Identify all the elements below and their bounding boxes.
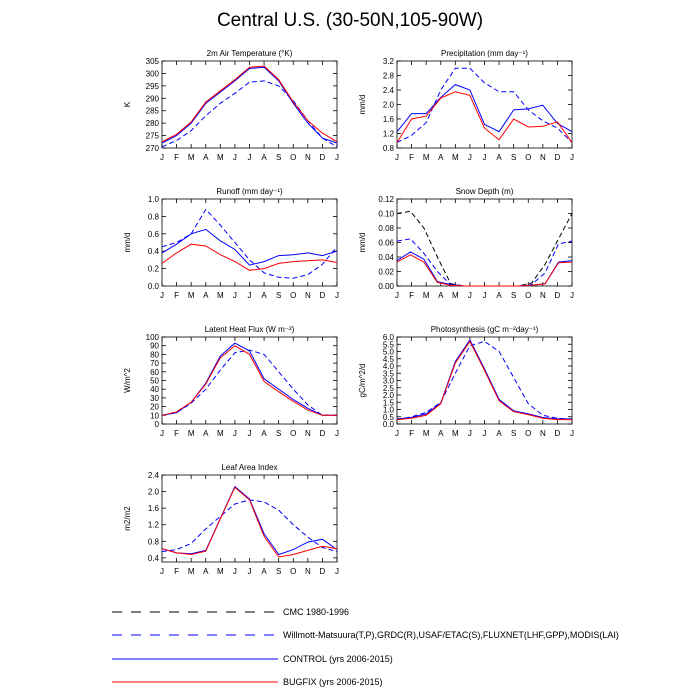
panel-title: Precipitation (mm day⁻¹) (441, 49, 528, 58)
x-tick-label: F (174, 429, 180, 438)
x-tick-label: M (187, 567, 195, 576)
x-tick-label: J (232, 567, 237, 576)
x-tick-label: F (409, 153, 415, 162)
x-tick-label: D (554, 153, 561, 162)
y-tick-label: 305 (145, 57, 159, 66)
x-tick-label: J (247, 153, 252, 162)
x-tick-label: J (467, 153, 472, 162)
x-tick-label: J (335, 567, 339, 576)
x-tick-label: O (525, 429, 532, 438)
x-tick-label: N (304, 291, 311, 300)
series-line-bugfix (162, 66, 337, 142)
legend-label-cmc: CMC 1980-1996 (283, 607, 350, 617)
x-tick-label: F (174, 291, 180, 300)
x-tick-label: J (247, 291, 252, 300)
panel-title: Snow Depth (m) (455, 187, 514, 196)
y-tick-label: 1.2 (147, 520, 159, 530)
x-tick-label: J (482, 291, 487, 300)
chart-panel-6 (358, 325, 574, 438)
y-tick-label: 0.0 (382, 420, 394, 429)
series-line-bugfix (397, 341, 572, 419)
y-axis-label: W/m^2 (123, 368, 132, 393)
y-tick-label: 50 (150, 376, 159, 386)
y-tick-label: 4.0 (382, 362, 394, 371)
x-tick-label: J (570, 429, 574, 438)
x-tick-label: A (438, 291, 444, 300)
y-tick-label: 1.6 (147, 504, 159, 514)
x-tick-label: A (203, 291, 209, 300)
chart-panel-1 (123, 49, 339, 162)
y-tick-label: 80 (150, 350, 159, 360)
x-tick-label: M (216, 153, 224, 162)
series-line-control (162, 67, 337, 143)
y-tick-label: 2.4 (382, 86, 394, 95)
x-tick-label: J (247, 429, 252, 438)
y-tick-label: 2.5 (382, 383, 394, 393)
y-tick-label: 0 (154, 420, 159, 429)
x-tick-label: J (482, 153, 487, 162)
y-tick-label: 5.5 (382, 340, 394, 350)
y-tick-label: 2.8 (382, 71, 394, 81)
x-tick-label: J (160, 429, 164, 438)
x-tick-label: O (525, 153, 532, 162)
y-tick-label: 1.0 (382, 405, 394, 415)
x-tick-label: O (290, 153, 297, 162)
x-tick-label: M (216, 429, 224, 438)
x-tick-label: N (304, 567, 311, 576)
x-tick-label: D (319, 429, 326, 438)
x-tick-label: F (409, 291, 415, 300)
x-tick-label: J (160, 567, 164, 576)
x-tick-label: A (261, 429, 267, 438)
chart-panel-2 (358, 49, 574, 162)
plot-frame (397, 199, 572, 286)
x-tick-label: J (335, 153, 339, 162)
legend-label-obs: Willmott-Matsuura(T,P),GRDC(R),USAF/ETAC(S),FLUXNET(LHF,GPP),MODIS(LAI) (283, 630, 619, 640)
y-tick-label: 0.8 (147, 537, 159, 547)
x-tick-label: S (275, 291, 282, 300)
y-tick-label: 5.0 (382, 347, 394, 357)
x-tick-label: A (438, 153, 444, 162)
series-line-bugfix (162, 244, 337, 270)
y-tick-label: 2.0 (147, 487, 159, 497)
x-tick-label: A (496, 291, 502, 300)
y-tick-label: 1.0 (147, 195, 159, 204)
y-tick-label: 270 (145, 144, 159, 153)
x-tick-label: S (510, 291, 517, 300)
y-tick-label: 4.5 (382, 354, 394, 364)
x-tick-label: J (247, 567, 252, 576)
x-tick-label: M (216, 291, 224, 300)
x-tick-label: J (160, 291, 164, 300)
y-tick-label: 280 (145, 119, 159, 129)
x-tick-label: M (187, 153, 195, 162)
x-tick-label: O (290, 567, 297, 576)
y-tick-label: 3.5 (382, 369, 394, 379)
y-tick-label: 2.0 (382, 100, 394, 110)
x-tick-label: O (525, 291, 532, 300)
series-line-bugfix (162, 487, 337, 557)
chart-panel-5 (123, 325, 339, 438)
panel-title: Leaf Area Index (221, 463, 278, 472)
x-tick-label: D (554, 291, 561, 300)
y-tick-label: 0.06 (378, 238, 394, 248)
x-tick-label: N (539, 291, 546, 300)
x-tick-label: S (275, 567, 282, 576)
series-line-control (397, 252, 572, 286)
x-tick-label: J (395, 153, 399, 162)
x-tick-label: A (261, 567, 267, 576)
y-tick-label: 0.10 (378, 209, 394, 219)
x-tick-label: N (304, 153, 311, 162)
y-tick-label: 0.5 (382, 412, 394, 422)
y-tick-label: 10 (150, 411, 159, 421)
y-tick-label: 300 (145, 69, 159, 79)
y-tick-label: 20 (150, 402, 159, 412)
x-tick-label: J (570, 291, 574, 300)
x-tick-label: N (539, 429, 546, 438)
series-line-obs (397, 68, 572, 142)
x-tick-label: D (554, 429, 561, 438)
x-tick-label: J (395, 429, 399, 438)
x-tick-label: M (451, 429, 459, 438)
x-tick-label: J (232, 291, 237, 300)
y-tick-label: 40 (150, 385, 159, 395)
y-tick-label: 295 (145, 81, 159, 91)
x-tick-label: F (174, 153, 180, 162)
panel-title: Runoff (mm day⁻¹) (216, 187, 283, 196)
y-tick-label: 70 (150, 359, 159, 369)
x-tick-label: M (422, 153, 430, 162)
x-tick-label: J (335, 429, 339, 438)
x-tick-label: A (438, 429, 444, 438)
y-tick-label: 100 (145, 333, 159, 342)
series-line-control (162, 229, 337, 265)
y-tick-label: 1.6 (382, 115, 394, 124)
y-axis-label: gC/m^2/d (358, 363, 367, 398)
y-tick-label: 0.4 (147, 553, 159, 563)
y-tick-label: 2.0 (382, 391, 394, 400)
y-tick-label: 275 (145, 131, 159, 141)
plot-frame (162, 475, 337, 562)
x-tick-label: M (451, 153, 459, 162)
series-line-bugfix (397, 92, 572, 143)
x-tick-label: J (395, 291, 399, 300)
x-tick-label: N (304, 429, 311, 438)
legend-label-bugfix: BUGFIX (yrs 2006-2015) (283, 677, 383, 687)
x-tick-label: J (232, 153, 237, 162)
x-tick-label: S (275, 429, 282, 438)
x-tick-label: O (290, 429, 297, 438)
x-tick-label: A (261, 291, 267, 300)
y-tick-label: 0.04 (378, 253, 394, 262)
y-tick-label: 0.12 (378, 195, 394, 204)
series-line-obs (162, 350, 337, 415)
y-axis-label: mm/d (358, 94, 367, 115)
y-tick-label: 0.00 (378, 282, 394, 291)
x-tick-label: D (319, 291, 326, 300)
y-tick-label: 0.4 (147, 247, 159, 257)
x-tick-label: J (482, 429, 487, 438)
y-tick-label: 285 (145, 106, 159, 116)
y-tick-label: 0.08 (378, 224, 394, 233)
x-tick-label: M (451, 291, 459, 300)
x-tick-label: M (187, 429, 195, 438)
series-line-cmc (397, 211, 572, 286)
series-line-control (397, 340, 572, 419)
y-tick-label: 2.4 (147, 471, 159, 480)
x-tick-label: S (275, 153, 282, 162)
y-tick-label: 1.2 (382, 129, 394, 139)
panel-title: 2m Air Temperature (°K) (206, 49, 293, 58)
panel-title: Photosynthesis (gC m⁻²day⁻¹) (430, 325, 539, 334)
x-tick-label: S (510, 429, 517, 438)
x-tick-label: A (203, 567, 209, 576)
x-tick-label: J (467, 429, 472, 438)
x-tick-label: S (510, 153, 517, 162)
x-tick-label: J (160, 153, 164, 162)
y-tick-label: 290 (145, 94, 159, 104)
x-tick-label: M (216, 567, 224, 576)
series-line-obs (397, 341, 572, 419)
y-tick-label: 0.0 (147, 282, 159, 291)
y-tick-label: 60 (150, 367, 159, 377)
series-line-obs (162, 500, 337, 552)
x-tick-label: J (467, 291, 472, 300)
y-tick-label: 0.8 (382, 144, 394, 153)
figure-title: Central U.S. (30-50N,105-90W) (216, 10, 484, 31)
plot-frame (162, 61, 337, 148)
y-axis-label: mm/d (123, 232, 132, 253)
legend (112, 607, 619, 687)
y-tick-label: 0.8 (147, 212, 159, 222)
x-tick-label: N (539, 153, 546, 162)
x-tick-label: D (319, 153, 326, 162)
y-tick-label: 1.5 (382, 398, 394, 408)
plot-frame (397, 337, 572, 424)
x-tick-label: A (496, 429, 502, 438)
x-tick-label: O (290, 291, 297, 300)
x-tick-label: F (409, 429, 415, 438)
x-tick-label: F (174, 567, 180, 576)
y-axis-label: mm/d (358, 232, 367, 253)
y-tick-label: 6.0 (382, 333, 394, 342)
x-tick-label: J (570, 153, 574, 162)
x-tick-label: M (422, 429, 430, 438)
y-tick-label: 0.2 (147, 264, 159, 274)
chart-panel-4 (358, 187, 574, 300)
legend-label-control: CONTROL (yrs 2006-2015) (283, 654, 393, 664)
y-tick-label: 30 (150, 393, 159, 403)
x-tick-label: J (335, 291, 339, 300)
x-tick-label: J (232, 429, 237, 438)
chart-panel-7 (123, 463, 339, 576)
x-tick-label: A (261, 153, 267, 162)
y-tick-label: 3.0 (382, 376, 394, 386)
x-tick-label: A (496, 153, 502, 162)
y-axis-label: m2/m2 (123, 506, 132, 531)
x-tick-label: D (319, 567, 326, 576)
x-tick-label: M (422, 291, 430, 300)
plot-frame (397, 61, 572, 148)
x-tick-label: A (203, 429, 209, 438)
chart-panel-3 (123, 187, 339, 300)
y-tick-label: 0.02 (378, 267, 394, 277)
y-tick-label: 0.6 (147, 229, 159, 239)
x-tick-label: M (187, 291, 195, 300)
x-tick-label: A (203, 153, 209, 162)
panel-title: Latent Heat Flux (W m⁻²) (204, 325, 295, 334)
series-line-obs (162, 209, 337, 278)
y-tick-label: 90 (150, 341, 159, 351)
y-tick-label: 3.2 (382, 57, 394, 66)
series-line-obs (162, 81, 337, 147)
y-axis-label: K (123, 101, 132, 108)
